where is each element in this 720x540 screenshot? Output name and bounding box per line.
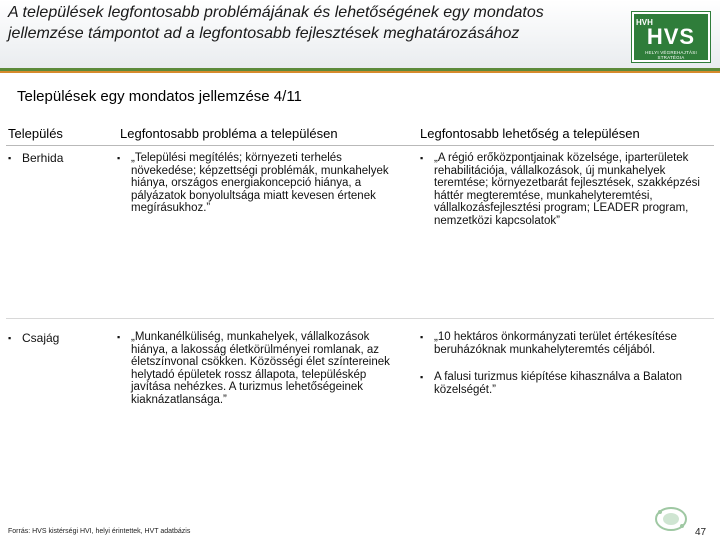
logo-subtitle: HELYI VÉGREHAJTÁSI STRATÉGIA — [645, 50, 697, 60]
table-row-problem — [117, 152, 407, 215]
header-divider — [6, 145, 714, 146]
problem-text: „Települési megítélés; környezeti terhelés növekedése; képzettségi problémák, munkahelyek hiánya, országos energiakoncepció hiánya, a pályázatok bonyolultsága miatt kevesen értenek megírásukhoz.” — [131, 152, 389, 215]
hvs-logo-icon — [632, 12, 710, 62]
table-row-town — [8, 152, 108, 165]
bullet-icon: ▪ — [117, 332, 121, 342]
logo-small-text: HVH — [636, 18, 653, 27]
bullet-icon: ▪ — [8, 153, 12, 163]
town-name: Berhida — [22, 151, 64, 165]
bullet-icon: ▪ — [420, 153, 424, 163]
logo-text: HVS — [646, 24, 696, 49]
column-header-opportunity: Legfontosabb lehetőség a településen — [420, 126, 640, 141]
opportunity-text: „A régió erőközpontjainak közelsége, iparterületek rehabilitációja, vállalkozások, új munkahelyek teremtése; környezetbarát fejlesztések, szakképzési háttér megteremtése, munkahelyteremtési, vállalkozásfejlesztési program; LEADER program, nemzetközi kapcsolatok” — [434, 152, 700, 227]
table-row-opportunity — [420, 152, 710, 228]
slide-subtitle: Települések egy mondatos jellemzése 4/11 — [17, 88, 302, 105]
bullet-icon: ▪ — [8, 333, 12, 343]
source-footnote: Forrás: HVS kistérségi HVI, helyi érintettek, HVT adatbázis — [8, 528, 191, 535]
table-row-opportunity — [420, 331, 710, 356]
problem-text: „Munkanélküliség, munkahelyek, vállalkozások hiánya, a lakosság életkörülményei romlanak, az életszínvonal csökken. Közösségi élet színtereinek helytadó épületek rossz állapota, településkép javítása nehézkes. A turizmus lehetőségeinek kiaknázatlansága.” — [131, 331, 390, 406]
column-header-problem: Legfontosabb probléma a településen — [120, 126, 338, 141]
header-divider-orange — [0, 71, 720, 73]
town-name: Csajág — [22, 331, 60, 345]
table-row-opportunity — [420, 371, 710, 396]
table-row-town — [8, 332, 108, 345]
slide-title: A települések legfontosabb problémájának és lehetőségének egy mondatos jellemzése támpontot ad a legfontosabb fejlesztések meghatározásához — [8, 4, 544, 42]
bullet-icon: ▪ — [117, 153, 121, 163]
bullet-icon: ▪ — [420, 332, 424, 342]
table-row-problem — [117, 331, 407, 407]
leader-logo-icon — [654, 505, 688, 533]
page-number: 47 — [695, 527, 707, 538]
bullet-icon: ▪ — [420, 372, 424, 382]
row-divider — [6, 318, 714, 319]
slide-header — [0, 0, 720, 68]
opportunity-text: A falusi turizmus kiépítése kihasználva a Balaton közelségét.” — [434, 371, 683, 396]
column-header-town: Település — [8, 126, 63, 141]
opportunity-text: „10 hektáros önkormányzati terület értékesítése beruházóknak munkahelyteremtés céljából. — [434, 331, 677, 356]
